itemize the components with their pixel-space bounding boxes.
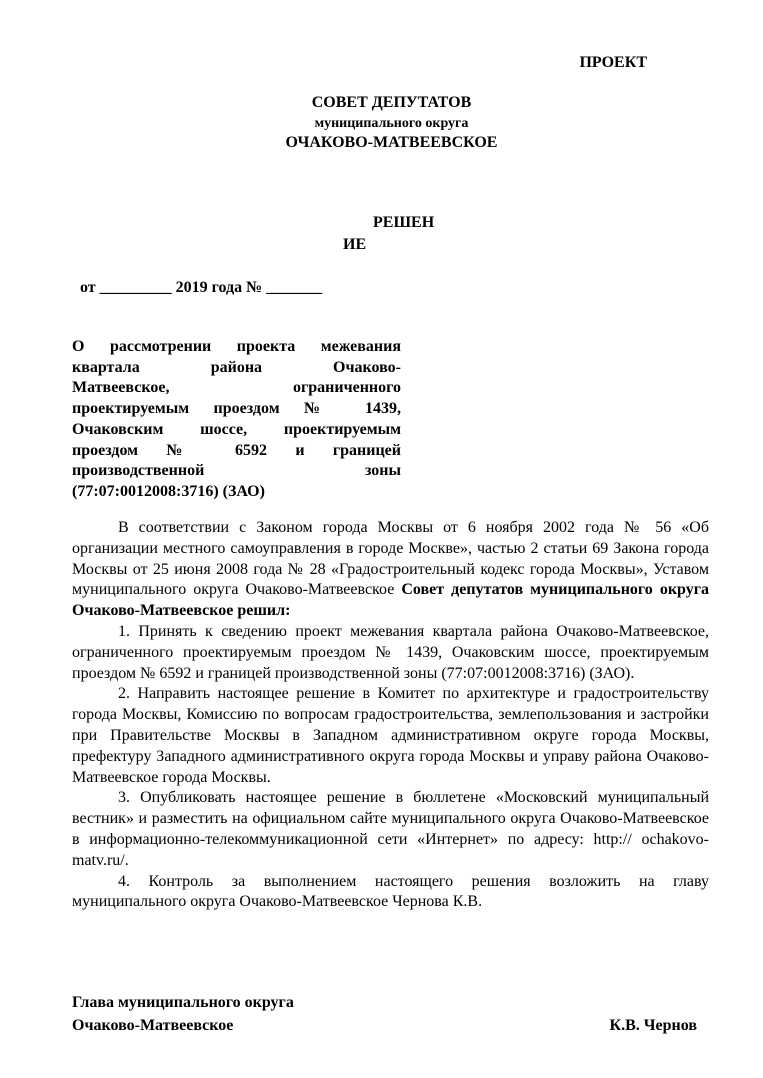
subject-line: (77:07:0012008:3716) (ЗАО) — [72, 482, 265, 500]
district-name: ОЧАКОВО-МАТВЕЕВСКОЕ — [285, 134, 498, 151]
intro-text: В соответствии с Законом города Москвы от 6 ноября 2002 года № 56 «Об организации местного самоуправления в городе Москве», частью 2 статьи 69 Закона города Москвы от 25 июня 2008 года № 28 «Градостроительный кодекс города Москвы», Уставом муниципального округа Очаково-Матвеевское — [72, 519, 709, 599]
decision-item-2: 2. Направить настоящее решение в Комитет по архитектуре и градостроительству города Москвы, Комиссию по вопросам градостроительства, землепользования и застройки при Правительстве Москвы в Западном административном округе города Москвы, префектуру Западного административного округа города Москвы и управу района Очаково-Матвеевское города Москвы. — [72, 685, 709, 786]
signatory-name: К.В. Чернов — [609, 1017, 697, 1034]
subject-line: Очаковским шоссе, проектируемым — [72, 420, 401, 438]
council-subtitle: муниципального округа — [314, 116, 469, 131]
decision-item-4: 4. Контроль за выполнением настоящего решения возложить на главу муниципального округа Очаково-Матвеевское Чернова К.В. — [72, 872, 709, 911]
decision-date-line: от _________ 2019 года № _______ — [80, 279, 323, 296]
subject-line: Матвеевское, ограниченного — [72, 379, 401, 397]
intro-resolution: Совет депутатов муниципального округа Очаково-Матвеевское решил: — [72, 581, 709, 620]
decision-body — [72, 518, 709, 913]
decision-item-3: 3. Опубликовать настоящее решение в бюллетене «Московский муниципальный вестник» и разместить на официальном сайте муниципального округа Очаково-Матвеевское в информационно-телекоммуникационной сети «Интернет» по адресу: http:// ochakovo-matv.ru/. — [72, 789, 709, 869]
subject-line: квартала района Очаково- — [72, 358, 401, 376]
signatory-district: Очаково-Матвеевское — [72, 1017, 234, 1034]
project-stamp: ПРОЕКТ — [579, 54, 647, 71]
subject-line: проездом № 6592 и границей — [72, 441, 401, 459]
decision-subject — [72, 337, 401, 503]
subject-line: производственной зоны — [72, 462, 401, 480]
decision-item-1: 1. Принять к сведению проект межевания квартала района Очаково-Матвеевское, ограниченного проектируемым проездом № 1439, Очаковским шоссе, проектируемым проездом № 6592 и границей производственной зоны (77:07:0012008:3716) (ЗАО). — [72, 622, 709, 682]
intro-paragraph — [72, 518, 709, 622]
subject-line: О рассмотрении проекта межевания — [72, 338, 401, 355]
decision-title-part2: ИЕ — [343, 236, 367, 253]
council-title: СОВЕТ ДЕПУТАТОВ — [311, 94, 472, 111]
decision-title-part1: РЕШЕН — [373, 214, 435, 231]
signatory-title: Глава муниципального округа — [72, 994, 294, 1011]
subject-line: проектируемым проездом № 1439, — [72, 400, 401, 418]
